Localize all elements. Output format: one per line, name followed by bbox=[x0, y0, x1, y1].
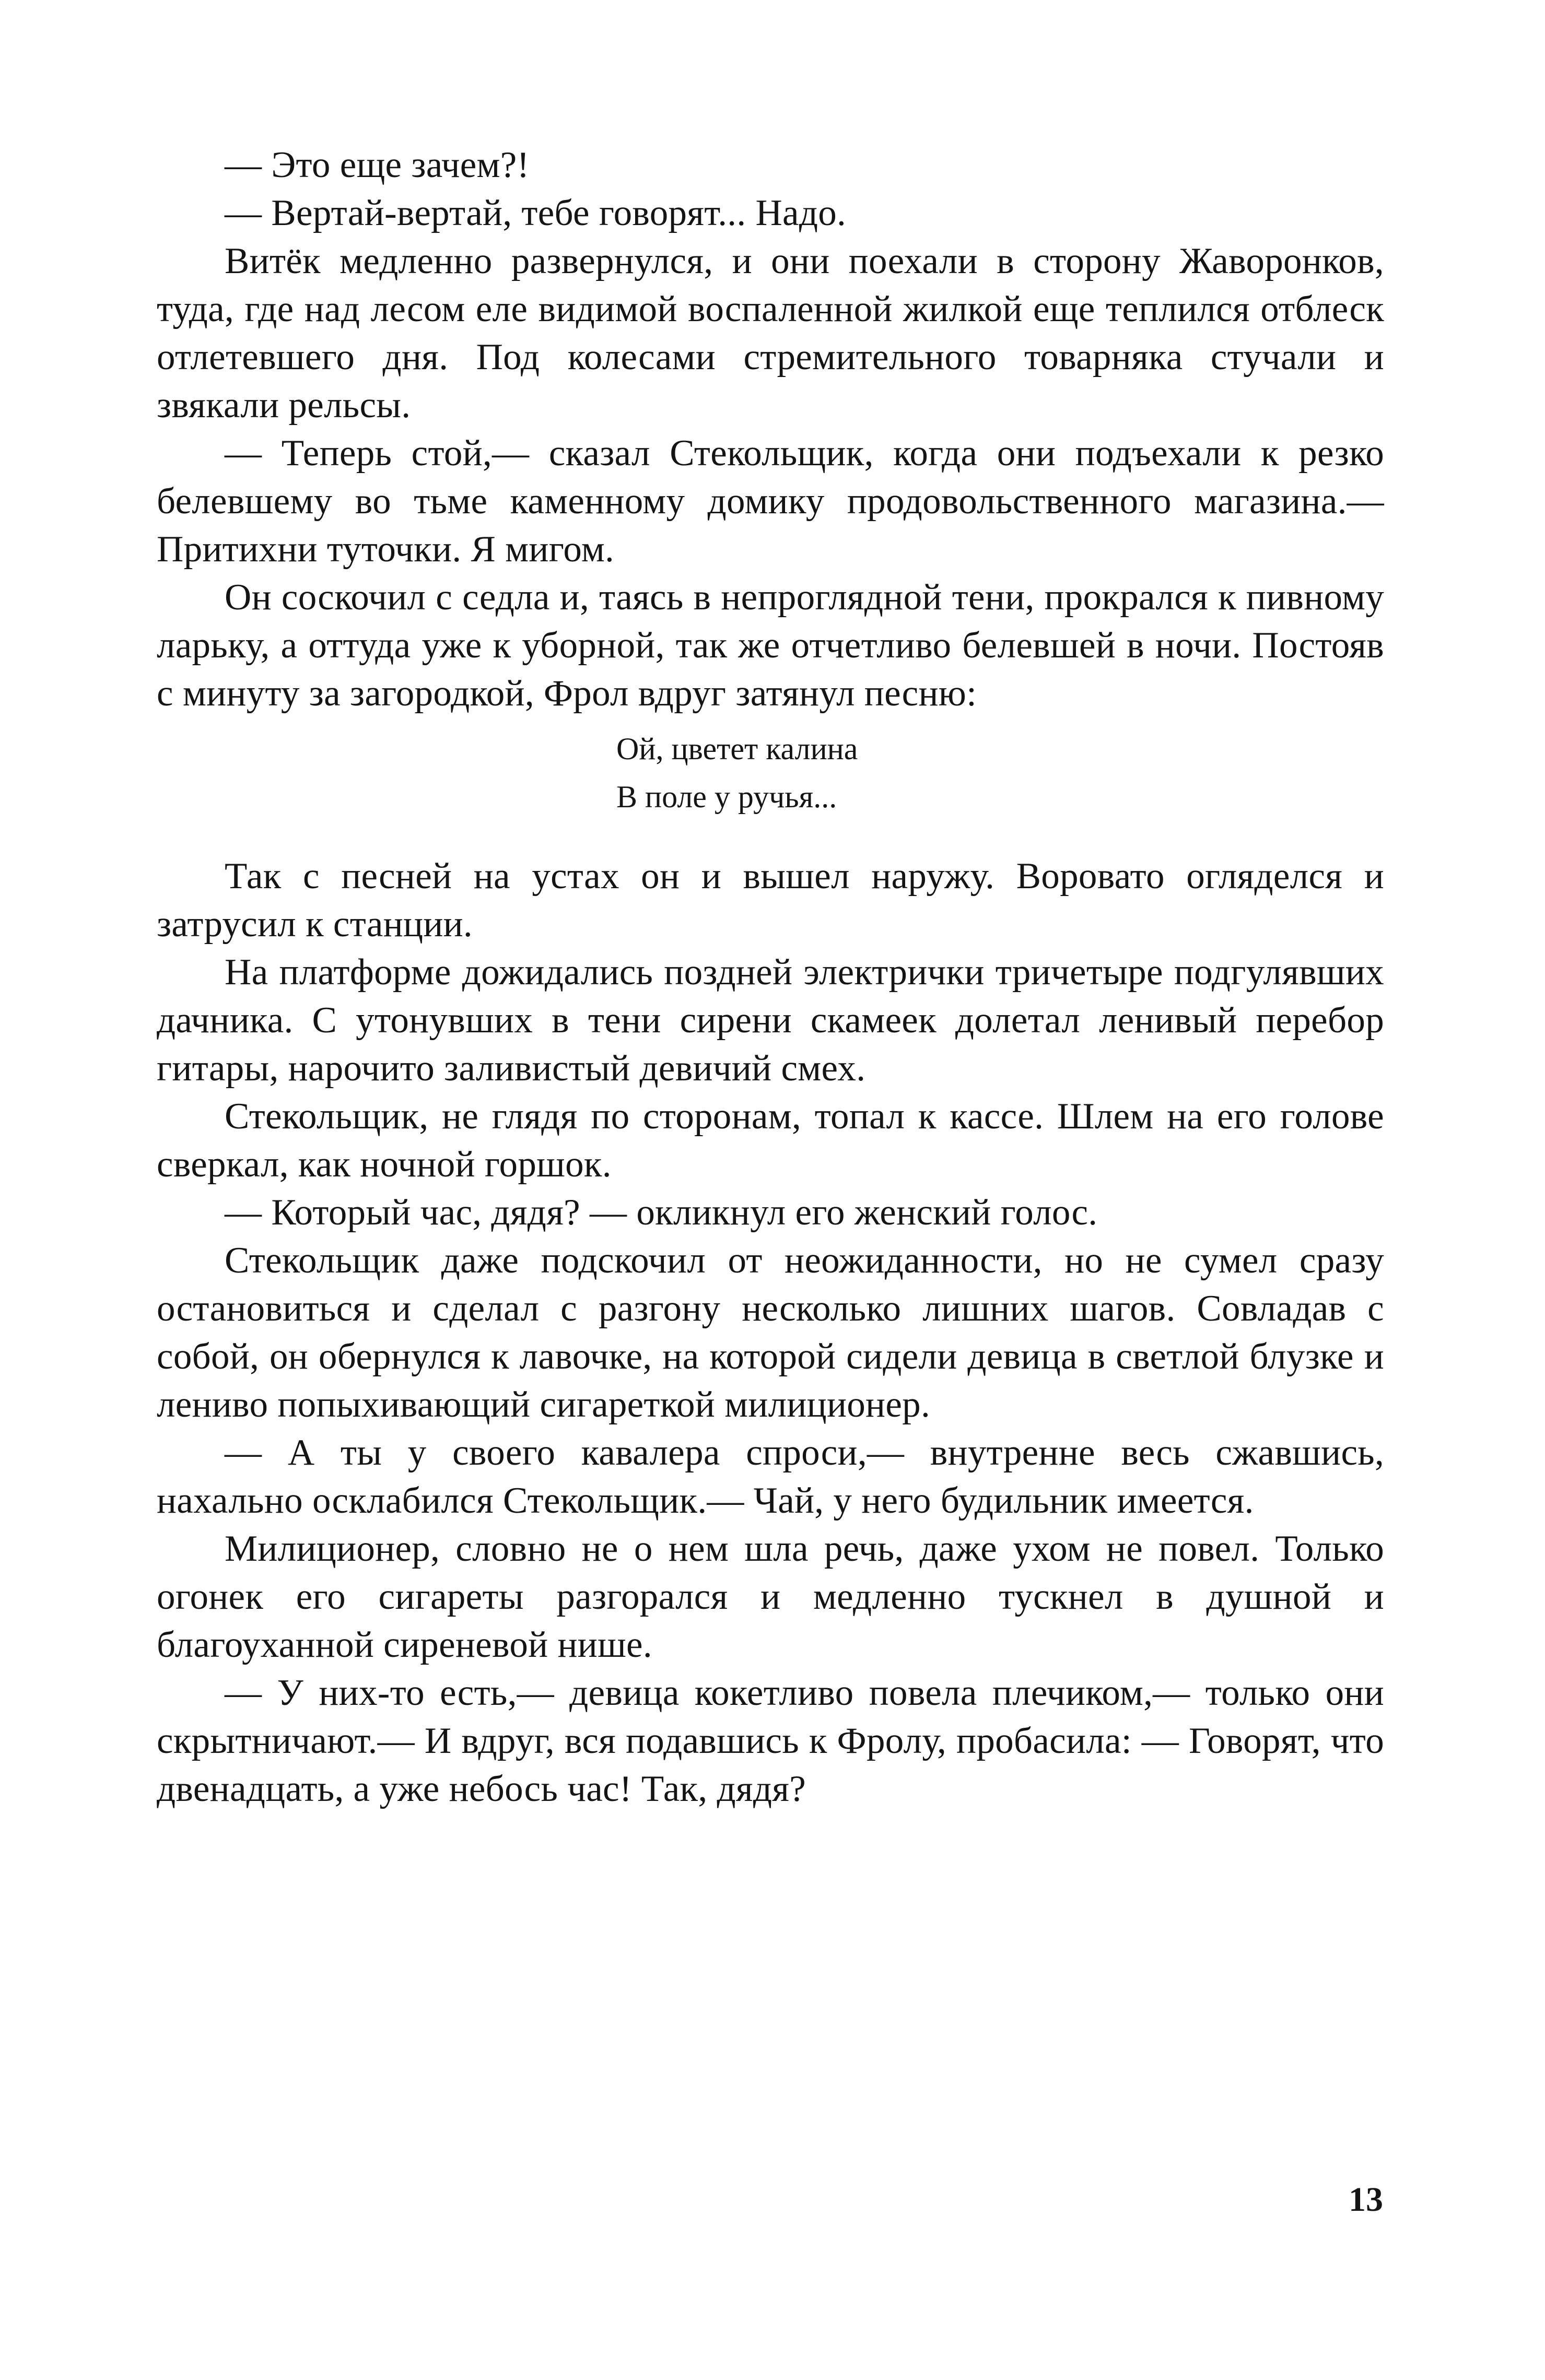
paragraph: Витёк медленно развернулся, и они поехали в сторону Жаворонков, туда, где над лесом еле видимой воспаленной жилкой еще теплился отблеск отлетевшего дня. Под колесами стремительного товарняка стучали и звякали рельсы. bbox=[157, 241, 1384, 426]
paragraph: — Теперь стой,— сказал Стекольщик, когда они подъехали к резко белевшему во тьме каменному домику продовольственного магазина.— Притихни туточки. Я мигом. bbox=[157, 433, 1384, 570]
paragraph: На платформе дожидались поздней электрички тричетыре подгулявших дачника. С утонувших в тени сирени скамеек долетал ленивый перебор гитары, нарочито заливистый девичий смех. bbox=[157, 952, 1384, 1089]
paragraph: Стекольщик даже подскочил от неожиданности, но не сумел сразу остановиться и сделал с разгону несколько лишних шагов. Совладав с собой, он обернулся к лавочке, на которой сидели девица в светлой блузке и лениво попыхивающий сигареткой милиционер. bbox=[157, 1240, 1384, 1425]
paragraph: — А ты у своего кавалера спроси,— внутренне весь сжавшись, нахально осклабился Стекольщик.— Чай, у него будильник имеется. bbox=[157, 1432, 1384, 1521]
paragraph: — У них-то есть,— девица кокетливо повела плечиком,— только они скрытничают.— И вдруг, вся подавшись к Фролу, пробасила: — Говорят, что двенадцать, а уже небось час! Так, дядя? bbox=[157, 1672, 1384, 1809]
paragraph: — Это еще зачем?! bbox=[225, 145, 530, 185]
book-page bbox=[157, 141, 1384, 1813]
paragraph: Милиционер, словно не о нем шла речь, даже ухом не повел. Только огонек его сигареты разгорался и медленно тускнел в душной и благоуханной сиреневой нише. bbox=[157, 1528, 1384, 1665]
page-number: 13 bbox=[1349, 2181, 1383, 2219]
verse-line: В поле у ручья... bbox=[616, 780, 837, 814]
paragraph: Он соскочил с седла и, таясь в непроглядной тени, прокрался к пивному ларьку, а оттуда уже к уборной, так же отчетливо белевшей в ночи. Постояв с минуту за загородкой, Фрол вдруг затянул песню: bbox=[157, 577, 1384, 714]
verse-line: Ой, цветет калина bbox=[616, 732, 858, 766]
paragraph: — Вертай-вертай, тебе говорят... Надо. bbox=[225, 193, 847, 233]
paragraph: — Который час, дядя? — окликнул его женский голос. bbox=[225, 1192, 1098, 1233]
song-verse bbox=[157, 725, 1384, 821]
paragraph: Так с песней на устах он и вышел наружу. Воровато огляделся и затрусил к станции. bbox=[157, 856, 1384, 945]
paragraph: Стекольщик, не глядя по сторонам, топал к кассе. Шлем на его голове сверкал, как ночной горшок. bbox=[157, 1096, 1384, 1185]
